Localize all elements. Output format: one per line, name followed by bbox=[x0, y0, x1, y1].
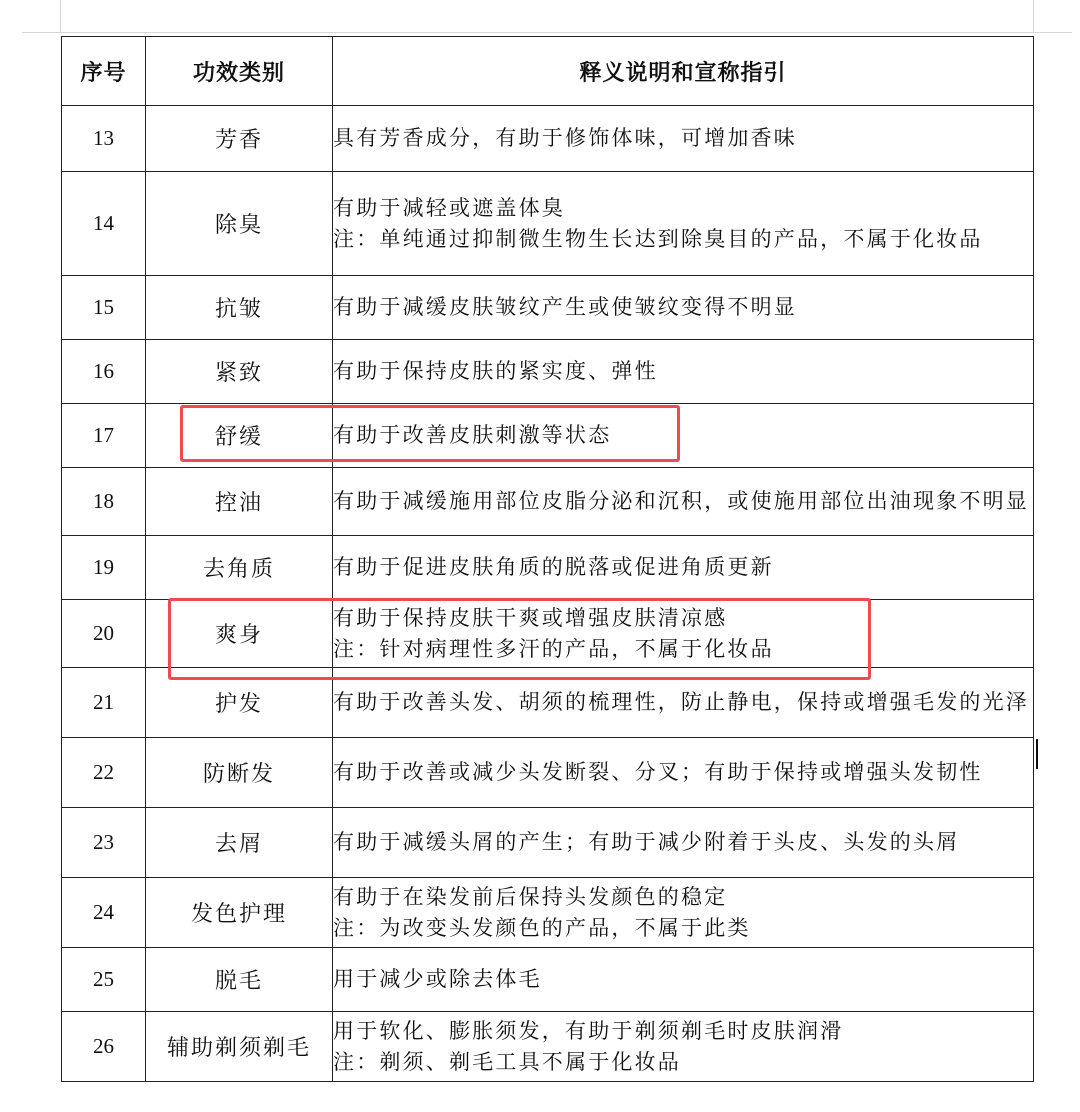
row-description bbox=[333, 404, 1034, 468]
row-number: 16 bbox=[62, 340, 146, 404]
table-row bbox=[62, 600, 1034, 668]
description-text: 有助于减轻或遮盖体臭 bbox=[333, 195, 565, 220]
description-text: 有助于保持皮肤的紧实度、弹性 bbox=[333, 359, 658, 383]
description-text: 具有芳香成分，有助于修饰体味，可增加香味 bbox=[333, 126, 797, 150]
row-description bbox=[333, 808, 1034, 878]
row-description bbox=[333, 276, 1034, 340]
row-number: 25 bbox=[62, 948, 146, 1012]
row-number: 17 bbox=[62, 404, 146, 468]
description-text: 有助于改善皮肤刺激等状态 bbox=[333, 423, 612, 447]
table-row bbox=[62, 536, 1034, 600]
row-description bbox=[333, 878, 1034, 948]
row-description bbox=[333, 340, 1034, 404]
table-row bbox=[62, 948, 1034, 1012]
description-text: 有助于减缓施用部位皮脂分泌和沉积，或使施用部位出油现象不明显 bbox=[333, 489, 1029, 513]
text-cursor bbox=[1036, 739, 1038, 769]
row-number: 15 bbox=[62, 276, 146, 340]
table-row bbox=[62, 172, 1034, 276]
row-number: 23 bbox=[62, 808, 146, 878]
row-category: 去屑 bbox=[146, 808, 333, 878]
table-row bbox=[62, 808, 1034, 878]
description-text: 有助于改善或减少头发断裂、分叉；有助于保持或增强头发韧性 bbox=[333, 760, 983, 784]
row-number: 13 bbox=[62, 106, 146, 172]
row-number: 18 bbox=[62, 468, 146, 536]
row-category: 控油 bbox=[146, 468, 333, 536]
row-description bbox=[333, 668, 1034, 738]
description-text: 有助于减缓皮肤皱纹产生或使皱纹变得不明显 bbox=[333, 295, 797, 319]
row-category: 舒缓 bbox=[146, 404, 333, 468]
table-header-row bbox=[62, 37, 1034, 106]
table-row bbox=[62, 1012, 1034, 1082]
row-description bbox=[333, 600, 1034, 668]
row-description bbox=[333, 1012, 1034, 1082]
row-category: 辅助剃须剃毛 bbox=[146, 1012, 333, 1082]
table-row bbox=[62, 468, 1034, 536]
row-number: 19 bbox=[62, 536, 146, 600]
row-description bbox=[333, 468, 1034, 536]
row-category: 脱毛 bbox=[146, 948, 333, 1012]
table-row bbox=[62, 106, 1034, 172]
description-note: 注：为改变头发颜色的产品，不属于此类 bbox=[333, 915, 751, 940]
table-row bbox=[62, 276, 1034, 340]
row-category: 去角质 bbox=[146, 536, 333, 600]
row-category: 除臭 bbox=[146, 172, 333, 276]
description-text: 有助于保持皮肤干爽或增强皮肤清凉感 bbox=[333, 605, 728, 630]
row-description bbox=[333, 172, 1034, 276]
table-row bbox=[62, 404, 1034, 468]
table-row bbox=[62, 340, 1034, 404]
row-description bbox=[333, 536, 1034, 600]
efficacy-table bbox=[61, 36, 1034, 1082]
header-category: 功效类别 bbox=[146, 37, 333, 106]
row-number: 21 bbox=[62, 668, 146, 738]
page-margin-guide-right bbox=[1033, 0, 1034, 32]
row-category: 紧致 bbox=[146, 340, 333, 404]
row-number: 14 bbox=[62, 172, 146, 276]
row-category: 芳香 bbox=[146, 106, 333, 172]
table-row bbox=[62, 878, 1034, 948]
row-number: 26 bbox=[62, 1012, 146, 1082]
description-text: 用于减少或除去体毛 bbox=[333, 967, 542, 991]
table-row bbox=[62, 668, 1034, 738]
header-number: 序号 bbox=[62, 37, 146, 106]
page-margin-guide-left bbox=[60, 0, 61, 32]
row-number: 24 bbox=[62, 878, 146, 948]
row-number: 20 bbox=[62, 600, 146, 668]
row-category: 护发 bbox=[146, 668, 333, 738]
row-number: 22 bbox=[62, 738, 146, 808]
page-margin-guide bbox=[22, 32, 1072, 33]
description-text: 有助于减缓头屑的产生；有助于减少附着于头皮、头发的头屑 bbox=[333, 830, 960, 854]
row-description bbox=[333, 738, 1034, 808]
row-category: 爽身 bbox=[146, 600, 333, 668]
row-category: 发色护理 bbox=[146, 878, 333, 948]
description-text: 有助于促进皮肤角质的脱落或促进角质更新 bbox=[333, 555, 774, 579]
description-note: 注：单纯通过抑制微生物生长达到除臭目的产品，不属于化妆品 bbox=[333, 226, 983, 251]
description-note: 注：针对病理性多汗的产品，不属于化妆品 bbox=[333, 636, 774, 661]
description-text: 有助于在染发前后保持头发颜色的稳定 bbox=[333, 884, 728, 909]
row-category: 防断发 bbox=[146, 738, 333, 808]
description-text: 用于软化、膨胀须发，有助于剃须剃毛时皮肤润滑 bbox=[333, 1018, 844, 1043]
row-description bbox=[333, 948, 1034, 1012]
row-category: 抗皱 bbox=[146, 276, 333, 340]
description-note: 注：剃须、剃毛工具不属于化妆品 bbox=[333, 1049, 681, 1074]
row-description bbox=[333, 106, 1034, 172]
header-description: 释义说明和宣称指引 bbox=[333, 37, 1034, 106]
table-row bbox=[62, 738, 1034, 808]
description-text: 有助于改善头发、胡须的梳理性，防止静电，保持或增强毛发的光泽 bbox=[333, 690, 1029, 714]
